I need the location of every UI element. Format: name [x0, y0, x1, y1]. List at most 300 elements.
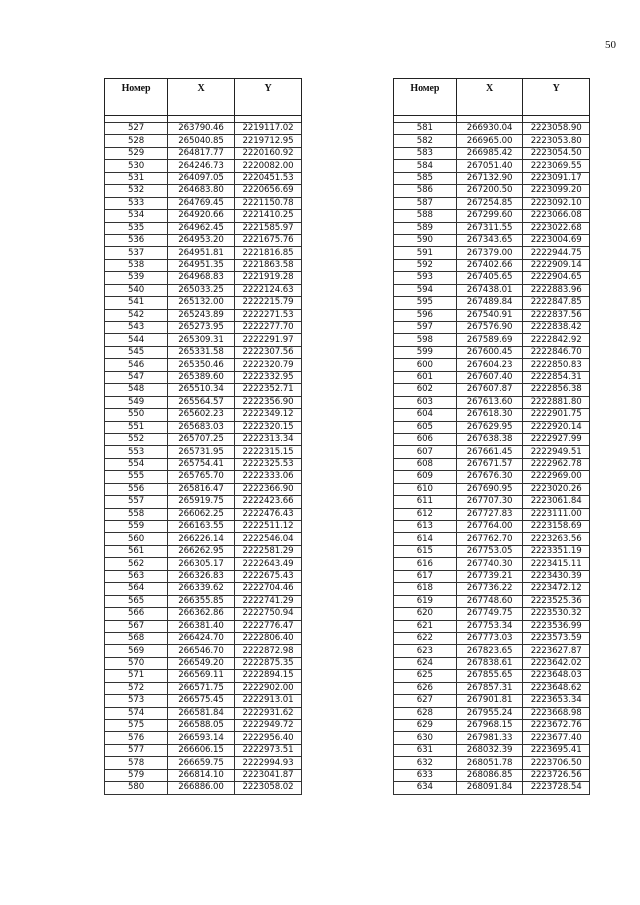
x-coordinate-cell: 266575.45: [168, 695, 235, 707]
y-coordinate-cell: 2222320.15: [235, 421, 302, 433]
point-number-cell: 606: [394, 433, 457, 445]
y-coordinate-cell: 2222750.94: [235, 608, 302, 620]
x-coordinate-cell: 263790.46: [168, 123, 235, 135]
point-number-cell: 612: [394, 508, 457, 520]
x-coordinate-cell: 266814.10: [168, 769, 235, 781]
x-coordinate-cell: 265816.47: [168, 483, 235, 495]
x-coordinate-cell: 266549.20: [168, 657, 235, 669]
y-coordinate-cell: 2221863.58: [235, 259, 302, 271]
point-number-cell: 603: [394, 396, 457, 408]
point-number-cell: 628: [394, 707, 457, 719]
y-coordinate-cell: 2222909.14: [523, 259, 590, 271]
y-coordinate-cell: 2222927.99: [523, 433, 590, 445]
y-coordinate-cell: 2223058.02: [235, 782, 302, 794]
table-row: [394, 371, 590, 383]
point-number-cell: 624: [394, 657, 457, 669]
point-number-cell: 534: [105, 210, 168, 222]
y-coordinate-cell: 2221919.28: [235, 272, 302, 284]
table-row: [394, 160, 590, 172]
x-coordinate-cell: 267671.57: [456, 458, 523, 470]
y-coordinate-cell: 2222944.75: [523, 247, 590, 259]
x-coordinate-cell: 266546.70: [168, 645, 235, 657]
point-number-cell: 617: [394, 570, 457, 582]
point-number-cell: 584: [394, 160, 457, 172]
point-number-cell: 627: [394, 695, 457, 707]
y-coordinate-cell: 2222902.00: [235, 682, 302, 694]
point-number-cell: 567: [105, 620, 168, 632]
y-coordinate-cell: 2222949.72: [235, 720, 302, 732]
point-number-cell: 528: [105, 135, 168, 147]
point-number-cell: 536: [105, 234, 168, 246]
y-coordinate-cell: 2222969.00: [523, 471, 590, 483]
point-number-cell: 597: [394, 322, 457, 334]
y-coordinate-cell: 2222581.29: [235, 545, 302, 557]
point-number-cell: 589: [394, 222, 457, 234]
x-coordinate-cell: 267311.55: [456, 222, 523, 234]
x-coordinate-cell: 264953.20: [168, 234, 235, 246]
table-row: [394, 284, 590, 296]
x-coordinate-cell: 267638.38: [456, 433, 523, 445]
table-row: [394, 247, 590, 259]
x-coordinate-cell: 265040.85: [168, 135, 235, 147]
point-number-cell: 556: [105, 483, 168, 495]
point-number-cell: 591: [394, 247, 457, 259]
x-coordinate-cell: 267707.30: [456, 496, 523, 508]
x-coordinate-cell: 265510.34: [168, 384, 235, 396]
table-row: [105, 583, 302, 595]
y-coordinate-cell: 2221150.78: [235, 197, 302, 209]
x-coordinate-cell: 266965.00: [456, 135, 523, 147]
table-row: [394, 197, 590, 209]
table-row: [394, 521, 590, 533]
x-coordinate-cell: 265350.46: [168, 359, 235, 371]
x-coordinate-cell: 266569.11: [168, 670, 235, 682]
point-number-cell: 569: [105, 645, 168, 657]
table-row: [105, 595, 302, 607]
point-number-cell: 618: [394, 583, 457, 595]
table-row: [394, 657, 590, 669]
x-coordinate-cell: 267600.45: [456, 346, 523, 358]
y-coordinate-cell: 2223111.00: [523, 508, 590, 520]
x-coordinate-cell: 267823.65: [456, 645, 523, 657]
y-coordinate-cell: 2223053.80: [523, 135, 590, 147]
point-number-cell: 590: [394, 234, 457, 246]
table-row: [394, 757, 590, 769]
x-coordinate-cell: 267901.81: [456, 695, 523, 707]
y-coordinate-cell: 2220160.92: [235, 147, 302, 159]
point-number-cell: 619: [394, 595, 457, 607]
y-coordinate-cell: 2222332.95: [235, 371, 302, 383]
point-number-cell: 626: [394, 682, 457, 694]
x-coordinate-cell: 265919.75: [168, 496, 235, 508]
table-row: [105, 757, 302, 769]
table-row: [105, 782, 302, 794]
y-coordinate-cell: 2222875.35: [235, 657, 302, 669]
point-number-cell: 588: [394, 210, 457, 222]
point-number-cell: 629: [394, 720, 457, 732]
y-coordinate-cell: 2223020.26: [523, 483, 590, 495]
table-row: [394, 744, 590, 756]
point-number-cell: 609: [394, 471, 457, 483]
y-coordinate-cell: 2222881.80: [523, 396, 590, 408]
table-row: [105, 222, 302, 234]
x-coordinate-cell: 267838.61: [456, 657, 523, 669]
y-coordinate-cell: 2222704.46: [235, 583, 302, 595]
point-number-cell: 549: [105, 396, 168, 408]
x-coordinate-cell: 266262.95: [168, 545, 235, 557]
y-coordinate-cell: 2222838.42: [523, 322, 590, 334]
y-coordinate-cell: 2219712.95: [235, 135, 302, 147]
x-coordinate-cell: 267402.66: [456, 259, 523, 271]
point-number-cell: 633: [394, 769, 457, 781]
y-coordinate-cell: 2222949.51: [523, 446, 590, 458]
y-coordinate-cell: 2222994.93: [235, 757, 302, 769]
y-coordinate-cell: 2223092.10: [523, 197, 590, 209]
x-coordinate-cell: 266886.00: [168, 782, 235, 794]
point-number-cell: 611: [394, 496, 457, 508]
y-coordinate-cell: 2222846.70: [523, 346, 590, 358]
point-number-cell: 580: [105, 782, 168, 794]
x-coordinate-cell: 266305.17: [168, 558, 235, 570]
x-coordinate-cell: 264968.83: [168, 272, 235, 284]
x-coordinate-cell: 266581.84: [168, 707, 235, 719]
y-coordinate-cell: 2222894.15: [235, 670, 302, 682]
y-coordinate-cell: 2222320.79: [235, 359, 302, 371]
y-coordinate-cell: 2223022.68: [523, 222, 590, 234]
table-row: [105, 471, 302, 483]
y-coordinate-cell: 2222124.63: [235, 284, 302, 296]
point-number-cell: 545: [105, 346, 168, 358]
table-row: [394, 309, 590, 321]
x-coordinate-cell: 266606.15: [168, 744, 235, 756]
point-number-cell: 532: [105, 185, 168, 197]
y-coordinate-cell: 2222837.56: [523, 309, 590, 321]
x-coordinate-cell: 265731.95: [168, 446, 235, 458]
table-row: [105, 570, 302, 582]
y-coordinate-cell: 2223627.87: [523, 645, 590, 657]
y-coordinate-cell: 2222904.65: [523, 272, 590, 284]
point-number-cell: 610: [394, 483, 457, 495]
point-number-cell: 578: [105, 757, 168, 769]
table-row: [105, 309, 302, 321]
x-coordinate-cell: 267299.60: [456, 210, 523, 222]
x-coordinate-cell: 267576.90: [456, 322, 523, 334]
y-coordinate-cell: 2222313.34: [235, 433, 302, 445]
table-row: [394, 147, 590, 159]
point-number-cell: 543: [105, 322, 168, 334]
x-coordinate-cell: 267254.85: [456, 197, 523, 209]
y-coordinate-cell: 2222920.14: [523, 421, 590, 433]
table-row: [105, 197, 302, 209]
y-coordinate-cell: 2222423.66: [235, 496, 302, 508]
x-coordinate-cell: 268086.85: [456, 769, 523, 781]
table-row: [105, 720, 302, 732]
y-coordinate-cell: 2222931.62: [235, 707, 302, 719]
y-coordinate-cell: 2223653.34: [523, 695, 590, 707]
table-row: [394, 396, 590, 408]
x-coordinate-cell: 264246.73: [168, 160, 235, 172]
x-coordinate-cell: 265564.57: [168, 396, 235, 408]
x-coordinate-cell: 267405.65: [456, 272, 523, 284]
x-coordinate-cell: 267200.50: [456, 185, 523, 197]
y-coordinate-cell: 2221816.85: [235, 247, 302, 259]
y-coordinate-cell: 2222854.31: [523, 371, 590, 383]
table-row: [394, 732, 590, 744]
x-coordinate-cell: 267762.70: [456, 533, 523, 545]
point-number-cell: 616: [394, 558, 457, 570]
point-number-cell: 555: [105, 471, 168, 483]
x-coordinate-cell: 266985.42: [456, 147, 523, 159]
column-header-x: X: [168, 79, 235, 116]
point-number-cell: 544: [105, 334, 168, 346]
table-row: [105, 259, 302, 271]
x-coordinate-cell: 267968.15: [456, 720, 523, 732]
y-coordinate-cell: 2222511.12: [235, 521, 302, 533]
y-coordinate-cell: 2222325.53: [235, 458, 302, 470]
y-coordinate-cell: 2221410.25: [235, 210, 302, 222]
table-row: [105, 744, 302, 756]
point-number-cell: 621: [394, 620, 457, 632]
table-row: [105, 695, 302, 707]
point-number-cell: 575: [105, 720, 168, 732]
x-coordinate-cell: 268051.78: [456, 757, 523, 769]
x-coordinate-cell: 267749.75: [456, 608, 523, 620]
x-coordinate-cell: 264951.81: [168, 247, 235, 259]
point-number-cell: 613: [394, 521, 457, 533]
table-row: [105, 521, 302, 533]
x-coordinate-cell: 267489.84: [456, 297, 523, 309]
point-number-cell: 542: [105, 309, 168, 321]
table-row: [105, 147, 302, 159]
point-number-cell: 565: [105, 595, 168, 607]
point-number-cell: 572: [105, 682, 168, 694]
table-row: [394, 272, 590, 284]
table-row: [105, 272, 302, 284]
x-coordinate-cell: 267604.23: [456, 359, 523, 371]
point-number-cell: 554: [105, 458, 168, 470]
header-spacer-row: [105, 116, 302, 123]
y-coordinate-cell: 2223061.84: [523, 496, 590, 508]
x-coordinate-cell: 264097.05: [168, 172, 235, 184]
table-row: [394, 259, 590, 271]
x-coordinate-cell: 264962.45: [168, 222, 235, 234]
point-number-cell: 563: [105, 570, 168, 582]
point-number-cell: 598: [394, 334, 457, 346]
column-header-x: X: [456, 79, 523, 116]
x-coordinate-cell: 267748.60: [456, 595, 523, 607]
y-coordinate-cell: 2223091.17: [523, 172, 590, 184]
table-row: [105, 284, 302, 296]
table-row: [394, 458, 590, 470]
table-row: [105, 458, 302, 470]
y-coordinate-cell: 2220451.53: [235, 172, 302, 184]
table-row: [394, 123, 590, 135]
point-number-cell: 602: [394, 384, 457, 396]
x-coordinate-cell: 267739.21: [456, 570, 523, 582]
point-number-cell: 592: [394, 259, 457, 271]
point-number-cell: 604: [394, 409, 457, 421]
table-row: [394, 297, 590, 309]
y-coordinate-cell: 2222277.70: [235, 322, 302, 334]
point-number-cell: 595: [394, 297, 457, 309]
table-row: [394, 782, 590, 794]
table-row: [105, 160, 302, 172]
point-number-cell: 620: [394, 608, 457, 620]
y-coordinate-cell: 2222349.12: [235, 409, 302, 421]
point-number-cell: 550: [105, 409, 168, 421]
x-coordinate-cell: 267607.87: [456, 384, 523, 396]
table-row: [105, 185, 302, 197]
y-coordinate-cell: 2223530.32: [523, 608, 590, 620]
point-number-cell: 630: [394, 732, 457, 744]
table-row: [105, 234, 302, 246]
table-row: [105, 496, 302, 508]
table-row: [394, 471, 590, 483]
y-coordinate-cell: 2223642.02: [523, 657, 590, 669]
table-row: [394, 185, 590, 197]
point-number-cell: 529: [105, 147, 168, 159]
x-coordinate-cell: 267753.05: [456, 545, 523, 557]
column-header-y: Y: [523, 79, 590, 116]
x-coordinate-cell: 266593.14: [168, 732, 235, 744]
y-coordinate-cell: 2222476.43: [235, 508, 302, 520]
x-coordinate-cell: 265033.25: [168, 284, 235, 296]
x-coordinate-cell: 267132.90: [456, 172, 523, 184]
table-row: [394, 695, 590, 707]
table-row: [105, 707, 302, 719]
y-coordinate-cell: 2223677.40: [523, 732, 590, 744]
point-number-cell: 593: [394, 272, 457, 284]
column-header-number: Номер: [105, 79, 168, 116]
x-coordinate-cell: 265389.60: [168, 371, 235, 383]
table-row: [105, 632, 302, 644]
y-coordinate-cell: 2222806.40: [235, 632, 302, 644]
point-number-cell: 631: [394, 744, 457, 756]
y-coordinate-cell: 2222307.56: [235, 346, 302, 358]
y-coordinate-cell: 2223668.98: [523, 707, 590, 719]
point-number-cell: 585: [394, 172, 457, 184]
y-coordinate-cell: 2223536.99: [523, 620, 590, 632]
x-coordinate-cell: 267764.00: [456, 521, 523, 533]
point-number-cell: 608: [394, 458, 457, 470]
point-number-cell: 533: [105, 197, 168, 209]
table-row: [394, 645, 590, 657]
x-coordinate-cell: 266930.04: [456, 123, 523, 135]
table-row: [394, 384, 590, 396]
point-number-cell: 548: [105, 384, 168, 396]
table-row: [105, 769, 302, 781]
point-number-cell: 605: [394, 421, 457, 433]
point-number-cell: 622: [394, 632, 457, 644]
point-number-cell: 558: [105, 508, 168, 520]
table-row: [105, 620, 302, 632]
x-coordinate-cell: 267540.91: [456, 309, 523, 321]
table-row: [394, 222, 590, 234]
y-coordinate-cell: 2222973.51: [235, 744, 302, 756]
table-row: [394, 210, 590, 222]
x-coordinate-cell: 265273.95: [168, 322, 235, 334]
x-coordinate-cell: 267740.30: [456, 558, 523, 570]
y-coordinate-cell: 2222901.75: [523, 409, 590, 421]
y-coordinate-cell: 2220082.00: [235, 160, 302, 172]
y-coordinate-cell: 2223004.69: [523, 234, 590, 246]
table-row: [105, 657, 302, 669]
point-number-cell: 607: [394, 446, 457, 458]
table-row: [105, 371, 302, 383]
x-coordinate-cell: 266326.83: [168, 570, 235, 582]
table-row: [105, 421, 302, 433]
y-coordinate-cell: 2223430.39: [523, 570, 590, 582]
point-number-cell: 553: [105, 446, 168, 458]
table-row: [105, 670, 302, 682]
x-coordinate-cell: 267051.40: [456, 160, 523, 172]
y-coordinate-cell: 2223706.50: [523, 757, 590, 769]
table-row: [105, 508, 302, 520]
table-row: [105, 172, 302, 184]
point-number-cell: 596: [394, 309, 457, 321]
point-number-cell: 547: [105, 371, 168, 383]
point-number-cell: 559: [105, 521, 168, 533]
y-coordinate-cell: 2222847.85: [523, 297, 590, 309]
x-coordinate-cell: 266588.05: [168, 720, 235, 732]
x-coordinate-cell: 268091.84: [456, 782, 523, 794]
point-number-cell: 557: [105, 496, 168, 508]
y-coordinate-cell: 2222776.47: [235, 620, 302, 632]
table-row: [394, 234, 590, 246]
table-row: [105, 384, 302, 396]
x-coordinate-cell: 267955.24: [456, 707, 523, 719]
y-coordinate-cell: 2219117.02: [235, 123, 302, 135]
x-coordinate-cell: 265132.00: [168, 297, 235, 309]
table-row: [105, 396, 302, 408]
y-coordinate-cell: 2220656.69: [235, 185, 302, 197]
point-number-cell: 576: [105, 732, 168, 744]
point-number-cell: 540: [105, 284, 168, 296]
point-number-cell: 623: [394, 645, 457, 657]
table-row: [394, 769, 590, 781]
point-number-cell: 634: [394, 782, 457, 794]
x-coordinate-cell: 266659.75: [168, 757, 235, 769]
point-number-cell: 531: [105, 172, 168, 184]
y-coordinate-cell: 2222546.04: [235, 533, 302, 545]
table-row: [394, 558, 590, 570]
point-number-cell: 546: [105, 359, 168, 371]
y-coordinate-cell: 2222291.97: [235, 334, 302, 346]
y-coordinate-cell: 2223099.20: [523, 185, 590, 197]
table-row: [394, 421, 590, 433]
x-coordinate-cell: 266339.62: [168, 583, 235, 595]
table-row: [394, 682, 590, 694]
x-coordinate-cell: 267981.33: [456, 732, 523, 744]
x-coordinate-cell: 265602.23: [168, 409, 235, 421]
table-row: [105, 346, 302, 358]
table-row: [394, 172, 590, 184]
coordinates-table-left: [104, 78, 302, 795]
point-number-cell: 552: [105, 433, 168, 445]
header-spacer-row: [394, 116, 590, 123]
point-number-cell: 587: [394, 197, 457, 209]
table-row: [394, 446, 590, 458]
table-header-row: [105, 79, 302, 116]
x-coordinate-cell: 267855.65: [456, 670, 523, 682]
table-row: [105, 433, 302, 445]
column-header-number: Номер: [394, 79, 457, 116]
y-coordinate-cell: 2222315.15: [235, 446, 302, 458]
point-number-cell: 537: [105, 247, 168, 259]
point-number-cell: 530: [105, 160, 168, 172]
x-coordinate-cell: 267438.01: [456, 284, 523, 296]
point-number-cell: 579: [105, 769, 168, 781]
